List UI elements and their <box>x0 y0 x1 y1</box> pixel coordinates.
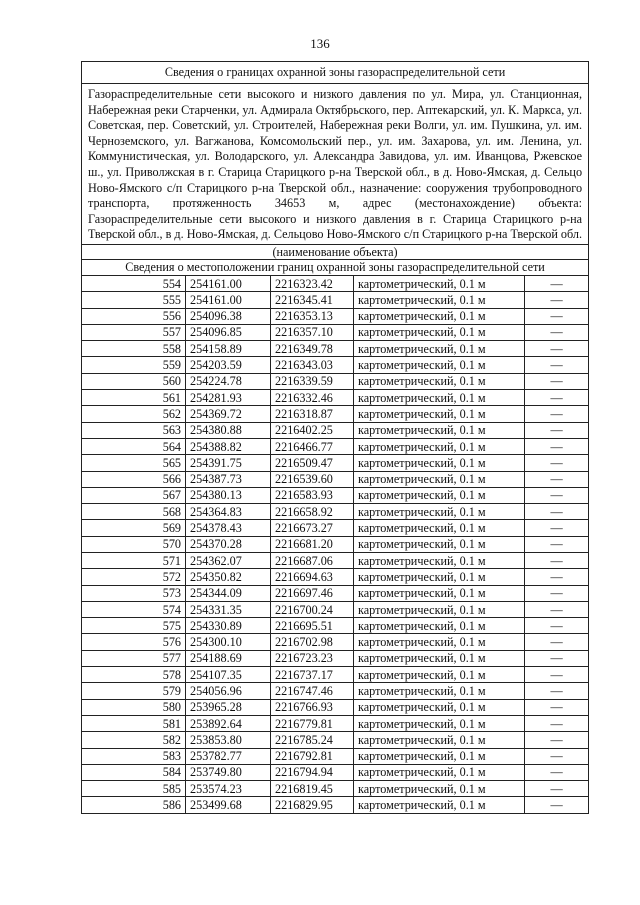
method-accuracy-cell: картометрический, 0.1 м <box>354 618 525 634</box>
method-accuracy-cell: картометрический, 0.1 м <box>354 650 525 666</box>
y-coordinate-cell: 2216332.46 <box>271 390 354 406</box>
description-cell: — <box>525 406 589 422</box>
method-accuracy-cell: картометрический, 0.1 м <box>354 471 525 487</box>
object-label-row <box>82 244 589 259</box>
description-cell: — <box>525 732 589 748</box>
table-row <box>82 471 589 487</box>
x-coordinate-cell: 253749.80 <box>186 764 271 780</box>
table-row <box>82 764 589 780</box>
point-number-cell: 563 <box>82 422 186 438</box>
method-accuracy-cell: картометрический, 0.1 м <box>354 390 525 406</box>
table-row <box>82 699 589 715</box>
y-coordinate-cell: 2216785.24 <box>271 732 354 748</box>
x-coordinate-cell: 254364.83 <box>186 504 271 520</box>
point-number-cell: 584 <box>82 764 186 780</box>
y-coordinate-cell: 2216339.59 <box>271 373 354 389</box>
point-number-cell: 562 <box>82 406 186 422</box>
table-row <box>82 634 589 650</box>
y-coordinate-cell: 2216697.46 <box>271 585 354 601</box>
y-coordinate-cell: 2216794.94 <box>271 764 354 780</box>
y-coordinate-cell: 2216539.60 <box>271 471 354 487</box>
point-number-cell: 577 <box>82 650 186 666</box>
x-coordinate-cell: 254391.75 <box>186 455 271 471</box>
y-coordinate-cell: 2216694.63 <box>271 569 354 585</box>
point-number-cell: 566 <box>82 471 186 487</box>
table-row <box>82 422 589 438</box>
x-coordinate-cell: 254380.13 <box>186 487 271 503</box>
point-number-cell: 586 <box>82 797 186 813</box>
description-cell: — <box>525 438 589 454</box>
description-cell: — <box>525 504 589 520</box>
x-coordinate-cell: 254300.10 <box>186 634 271 650</box>
table-row <box>82 373 589 389</box>
point-number-cell: 578 <box>82 667 186 683</box>
point-number-cell: 573 <box>82 585 186 601</box>
section-title: Сведения о местоположении границ охранной зоны газораспределительной сети <box>82 259 589 275</box>
table-row <box>82 732 589 748</box>
description-cell: — <box>525 471 589 487</box>
y-coordinate-cell: 2216402.25 <box>271 422 354 438</box>
x-coordinate-cell: 253965.28 <box>186 699 271 715</box>
description-cell: — <box>525 797 589 813</box>
table-row <box>82 650 589 666</box>
table-row <box>82 308 589 324</box>
point-number-cell: 572 <box>82 569 186 585</box>
point-number-cell: 581 <box>82 715 186 731</box>
y-coordinate-cell: 2216349.78 <box>271 341 354 357</box>
page-number: 136 <box>310 36 330 51</box>
y-coordinate-cell: 2216792.81 <box>271 748 354 764</box>
description-row <box>82 84 589 245</box>
table-row <box>82 667 589 683</box>
description-cell: — <box>525 275 589 291</box>
point-number-cell: 568 <box>82 504 186 520</box>
table-row <box>82 618 589 634</box>
point-number-cell: 585 <box>82 781 186 797</box>
y-coordinate-cell: 2216687.06 <box>271 552 354 568</box>
point-number-cell: 567 <box>82 487 186 503</box>
object-description: Газораспределительные сети высокого и низкого давления по ул. Мира, ул. Станционная, Набережная реки Старченки, ул. Адмирала Октябрьского, пер. Аптекарский, ул. К. Маркса, ул. Советская, пер. Советский, ул. Строителей, Набережная реки Волги, ул. им. Пушкина, ул. им. Черноземского, ул. Вагжанова, Комсомольский пер., ул. им. Захарова, ул. им. Ленина, ул. Коммунистическая, ул. Володарского, ул. Александра Завидова, ул. им. Иванцова, Ржевское ш., ул. Приволжская в г. Старица Старицкого р-на Тверской обл., в д. Ново-Ямская, д. Сельцо Ново-Ямского с/п Старицкого р-на Тверской обл., назначение: сооружения трубопроводного транспорта, протяженность 34653 м, адрес (местонахождение) объекта: Газораспределительные сети высокого и низкого давления в г. Старица Старицкого р-на Тверской обл., в д. Ново-Ямская, д. Сельцово Ново-Ямского с/п Старицкого р-на Тверской обл. <box>82 84 589 245</box>
x-coordinate-cell: 254056.96 <box>186 683 271 699</box>
table-row <box>82 275 589 291</box>
x-coordinate-cell: 254330.89 <box>186 618 271 634</box>
x-coordinate-cell: 254281.93 <box>186 390 271 406</box>
y-coordinate-cell: 2216466.77 <box>271 438 354 454</box>
x-coordinate-cell: 254350.82 <box>186 569 271 585</box>
x-coordinate-cell: 254388.82 <box>186 438 271 454</box>
table-row <box>82 683 589 699</box>
x-coordinate-cell: 254387.73 <box>186 471 271 487</box>
table-row <box>82 292 589 308</box>
point-number-cell: 571 <box>82 552 186 568</box>
point-number-cell: 569 <box>82 520 186 536</box>
y-coordinate-cell: 2216673.27 <box>271 520 354 536</box>
method-accuracy-cell: картометрический, 0.1 м <box>354 715 525 731</box>
y-coordinate-cell: 2216323.42 <box>271 275 354 291</box>
point-number-cell: 559 <box>82 357 186 373</box>
boundary-table <box>81 61 589 814</box>
y-coordinate-cell: 2216353.13 <box>271 308 354 324</box>
method-accuracy-cell: картометрический, 0.1 м <box>354 781 525 797</box>
point-number-cell: 554 <box>82 275 186 291</box>
x-coordinate-cell: 253892.64 <box>186 715 271 731</box>
table-row <box>82 715 589 731</box>
description-cell: — <box>525 569 589 585</box>
description-cell: — <box>525 390 589 406</box>
description-cell: — <box>525 667 589 683</box>
table-row <box>82 406 589 422</box>
description-cell: — <box>525 341 589 357</box>
object-label: (наименование объекта) <box>82 244 589 259</box>
method-accuracy-cell: картометрический, 0.1 м <box>354 438 525 454</box>
y-coordinate-cell: 2216747.46 <box>271 683 354 699</box>
point-number-cell: 576 <box>82 634 186 650</box>
point-number-cell: 556 <box>82 308 186 324</box>
description-cell: — <box>525 650 589 666</box>
x-coordinate-cell: 254370.28 <box>186 536 271 552</box>
table-row <box>82 390 589 406</box>
table-row <box>82 520 589 536</box>
method-accuracy-cell: картометрический, 0.1 м <box>354 699 525 715</box>
table-row <box>82 357 589 373</box>
table-row <box>82 504 589 520</box>
x-coordinate-cell: 253499.68 <box>186 797 271 813</box>
description-cell: — <box>525 715 589 731</box>
method-accuracy-cell: картометрический, 0.1 м <box>354 536 525 552</box>
table-title-row <box>82 62 589 84</box>
method-accuracy-cell: картометрический, 0.1 м <box>354 797 525 813</box>
y-coordinate-cell: 2216829.95 <box>271 797 354 813</box>
method-accuracy-cell: картометрический, 0.1 м <box>354 764 525 780</box>
description-cell: — <box>525 683 589 699</box>
y-coordinate-cell: 2216658.92 <box>271 504 354 520</box>
x-coordinate-cell: 254158.89 <box>186 341 271 357</box>
y-coordinate-cell: 2216723.23 <box>271 650 354 666</box>
table-row <box>82 455 589 471</box>
point-number-cell: 579 <box>82 683 186 699</box>
x-coordinate-cell: 253782.77 <box>186 748 271 764</box>
method-accuracy-cell: картометрический, 0.1 м <box>354 292 525 308</box>
table-title: Сведения о границах охранной зоны газораспределительной сети <box>82 62 589 84</box>
description-cell: — <box>525 552 589 568</box>
description-cell: — <box>525 520 589 536</box>
point-number-cell: 575 <box>82 618 186 634</box>
x-coordinate-cell: 254331.35 <box>186 601 271 617</box>
method-accuracy-cell: картометрический, 0.1 м <box>354 520 525 536</box>
x-coordinate-cell: 254161.00 <box>186 275 271 291</box>
description-cell: — <box>525 781 589 797</box>
table-row <box>82 552 589 568</box>
description-cell: — <box>525 324 589 340</box>
x-coordinate-cell: 254344.09 <box>186 585 271 601</box>
table-row <box>82 569 589 585</box>
point-number-cell: 583 <box>82 748 186 764</box>
description-cell: — <box>525 601 589 617</box>
description-cell: — <box>525 536 589 552</box>
y-coordinate-cell: 2216343.03 <box>271 357 354 373</box>
table-row <box>82 438 589 454</box>
point-number-cell: 565 <box>82 455 186 471</box>
method-accuracy-cell: картометрический, 0.1 м <box>354 601 525 617</box>
x-coordinate-cell: 254107.35 <box>186 667 271 683</box>
description-cell: — <box>525 487 589 503</box>
table-row <box>82 324 589 340</box>
point-number-cell: 558 <box>82 341 186 357</box>
method-accuracy-cell: картометрический, 0.1 м <box>354 406 525 422</box>
method-accuracy-cell: картометрический, 0.1 м <box>354 487 525 503</box>
description-cell: — <box>525 764 589 780</box>
description-cell: — <box>525 373 589 389</box>
method-accuracy-cell: картометрический, 0.1 м <box>354 667 525 683</box>
y-coordinate-cell: 2216318.87 <box>271 406 354 422</box>
method-accuracy-cell: картометрический, 0.1 м <box>354 569 525 585</box>
y-coordinate-cell: 2216345.41 <box>271 292 354 308</box>
table-row <box>82 601 589 617</box>
description-cell: — <box>525 292 589 308</box>
y-coordinate-cell: 2216700.24 <box>271 601 354 617</box>
table-row <box>82 748 589 764</box>
y-coordinate-cell: 2216779.81 <box>271 715 354 731</box>
method-accuracy-cell: картометрический, 0.1 м <box>354 373 525 389</box>
x-coordinate-cell: 254161.00 <box>186 292 271 308</box>
method-accuracy-cell: картометрический, 0.1 м <box>354 585 525 601</box>
method-accuracy-cell: картометрический, 0.1 м <box>354 324 525 340</box>
table-row <box>82 487 589 503</box>
y-coordinate-cell: 2216737.17 <box>271 667 354 683</box>
method-accuracy-cell: картометрический, 0.1 м <box>354 634 525 650</box>
y-coordinate-cell: 2216766.93 <box>271 699 354 715</box>
method-accuracy-cell: картометрический, 0.1 м <box>354 732 525 748</box>
y-coordinate-cell: 2216583.93 <box>271 487 354 503</box>
method-accuracy-cell: картометрический, 0.1 м <box>354 341 525 357</box>
x-coordinate-cell: 254224.78 <box>186 373 271 389</box>
x-coordinate-cell: 254378.43 <box>186 520 271 536</box>
point-number-cell: 570 <box>82 536 186 552</box>
point-number-cell: 557 <box>82 324 186 340</box>
method-accuracy-cell: картометрический, 0.1 м <box>354 455 525 471</box>
point-number-cell: 555 <box>82 292 186 308</box>
description-cell: — <box>525 585 589 601</box>
y-coordinate-cell: 2216819.45 <box>271 781 354 797</box>
point-number-cell: 561 <box>82 390 186 406</box>
x-coordinate-cell: 254096.85 <box>186 324 271 340</box>
method-accuracy-cell: картометрический, 0.1 м <box>354 504 525 520</box>
method-accuracy-cell: картометрический, 0.1 м <box>354 275 525 291</box>
y-coordinate-cell: 2216509.47 <box>271 455 354 471</box>
description-cell: — <box>525 422 589 438</box>
table-row <box>82 536 589 552</box>
point-number-cell: 560 <box>82 373 186 389</box>
description-cell: — <box>525 634 589 650</box>
method-accuracy-cell: картометрический, 0.1 м <box>354 748 525 764</box>
y-coordinate-cell: 2216357.10 <box>271 324 354 340</box>
method-accuracy-cell: картометрический, 0.1 м <box>354 308 525 324</box>
table-row <box>82 585 589 601</box>
section-title-row <box>82 259 589 275</box>
description-cell: — <box>525 455 589 471</box>
x-coordinate-cell: 254380.88 <box>186 422 271 438</box>
method-accuracy-cell: картометрический, 0.1 м <box>354 422 525 438</box>
y-coordinate-cell: 2216681.20 <box>271 536 354 552</box>
method-accuracy-cell: картометрический, 0.1 м <box>354 357 525 373</box>
point-number-cell: 580 <box>82 699 186 715</box>
y-coordinate-cell: 2216695.51 <box>271 618 354 634</box>
table-row <box>82 341 589 357</box>
description-cell: — <box>525 748 589 764</box>
description-cell: — <box>525 357 589 373</box>
x-coordinate-cell: 254096.38 <box>186 308 271 324</box>
method-accuracy-cell: картометрический, 0.1 м <box>354 683 525 699</box>
method-accuracy-cell: картометрический, 0.1 м <box>354 552 525 568</box>
y-coordinate-cell: 2216702.98 <box>271 634 354 650</box>
x-coordinate-cell: 254369.72 <box>186 406 271 422</box>
x-coordinate-cell: 253853.80 <box>186 732 271 748</box>
description-cell: — <box>525 618 589 634</box>
point-number-cell: 582 <box>82 732 186 748</box>
point-number-cell: 564 <box>82 438 186 454</box>
table-row <box>82 797 589 813</box>
x-coordinate-cell: 254203.59 <box>186 357 271 373</box>
point-number-cell: 574 <box>82 601 186 617</box>
x-coordinate-cell: 254362.07 <box>186 552 271 568</box>
description-cell: — <box>525 308 589 324</box>
x-coordinate-cell: 253574.23 <box>186 781 271 797</box>
description-cell: — <box>525 699 589 715</box>
x-coordinate-cell: 254188.69 <box>186 650 271 666</box>
table-row <box>82 781 589 797</box>
